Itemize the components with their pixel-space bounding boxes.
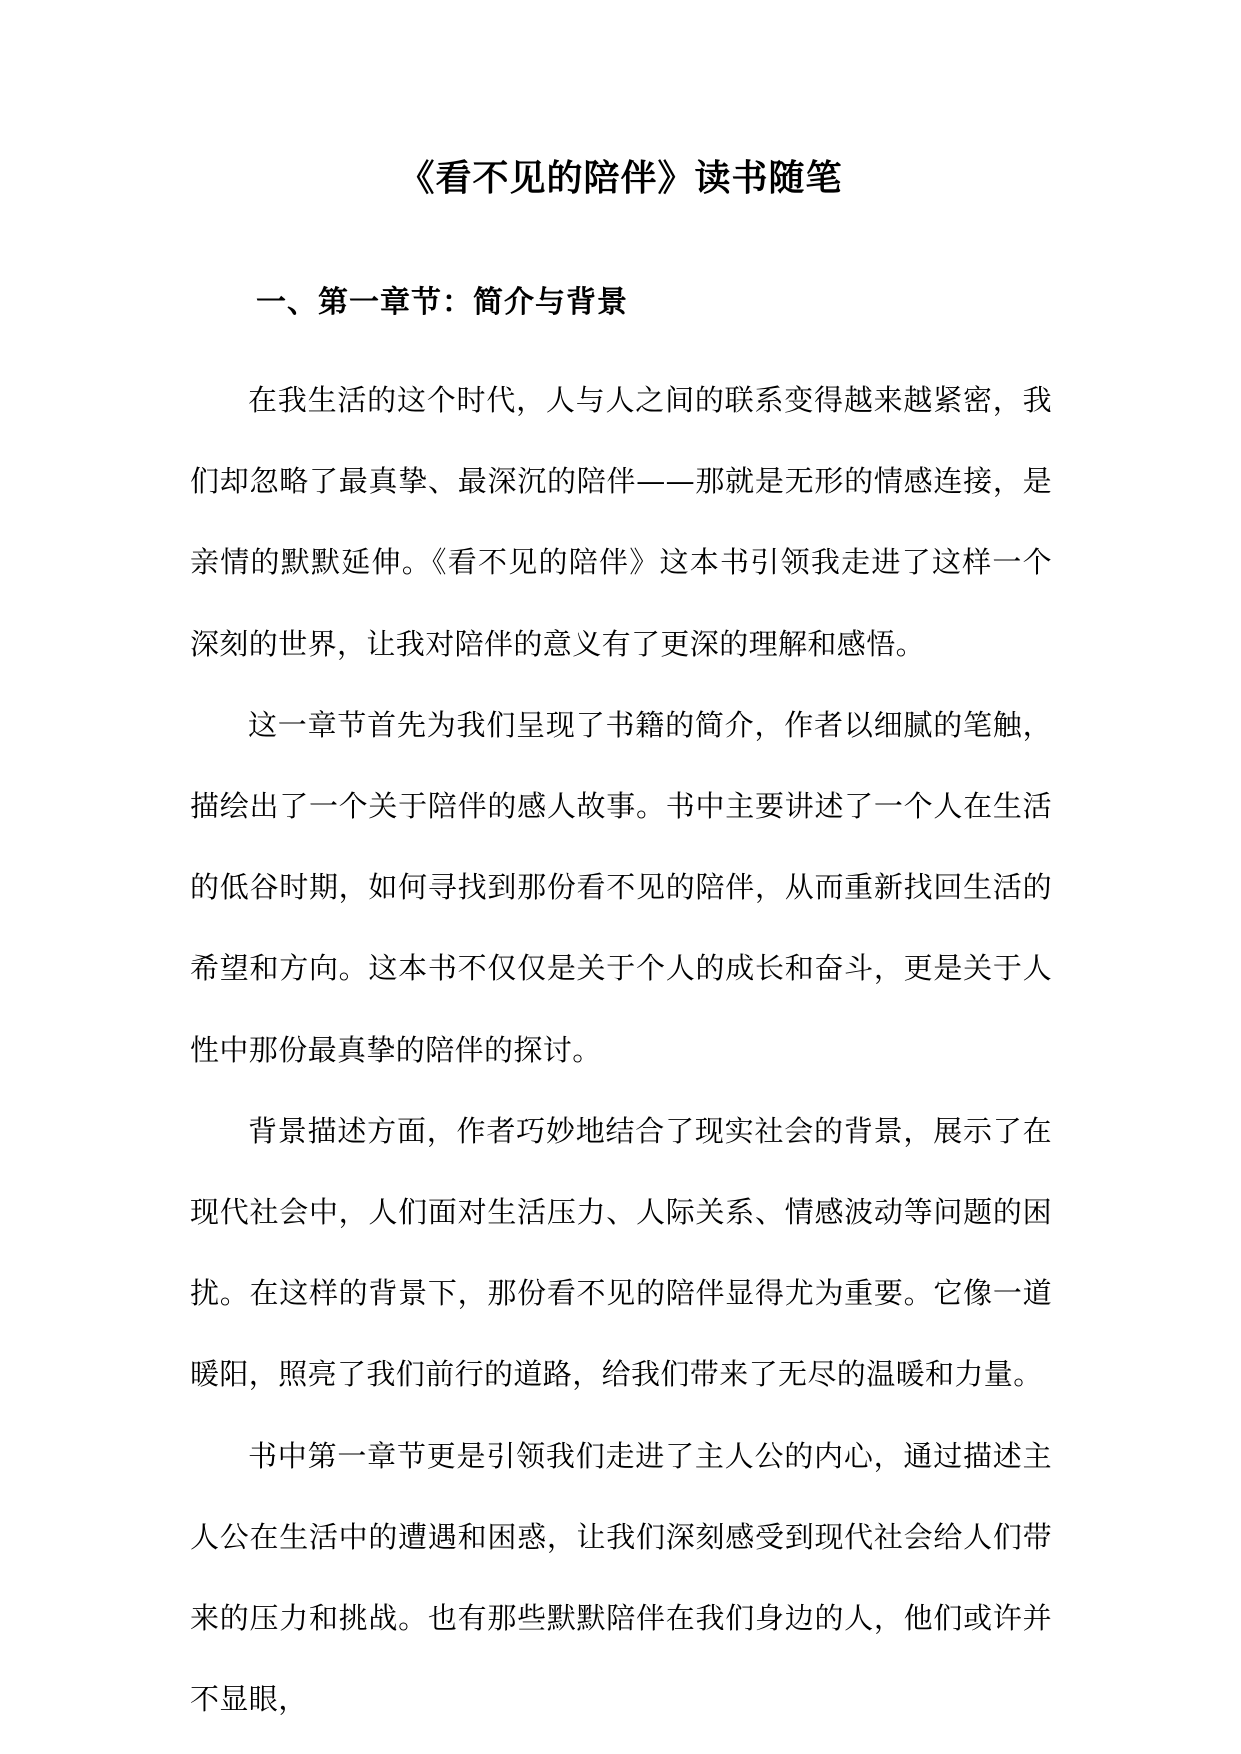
section-heading: 一、第一章节：简介与背景 bbox=[256, 285, 628, 320]
document-title: 《看不见的陪伴》读书随笔 bbox=[398, 157, 843, 199]
body-text bbox=[190, 360, 1052, 1740]
paragraph-4: 书中第一章节更是引领我们走进了主人公的内心，通过描述主人公在生活中的遭遇和困惑，让我们深刻感受到现代社会给人们带来的压力和挑战。也有那些默默陪伴在我们身边的人，他们或许并不显眼， bbox=[190, 1438, 1052, 1717]
paragraph-3: 背景描述方面，作者巧妙地结合了现实社会的背景，展示了在现代社会中，人们面对生活压力、人际关系、情感波动等问题的困扰。在这样的背景下，那份看不见的陪伴显得尤为重要。它像一道暖阳，照亮了我们前行的道路，给我们带来了无尽的温暖和力量。 bbox=[190, 1113, 1052, 1392]
paragraph-2: 这一章节首先为我们呈现了书籍的简介，作者以细腻的笔触，描绘出了一个关于陪伴的感人故事。书中主要讲述了一个人在生活的低谷时期，如何寻找到那份看不见的陪伴，从而重新找回生活的希望和方向。这本书不仅仅是关于个人的成长和奋斗，更是关于人性中那份最真挚的陪伴的探讨。 bbox=[190, 707, 1052, 1067]
paragraph-1: 在我生活的这个时代，人与人之间的联系变得越来越紧密，我们却忽略了最真挚、最深沉的陪伴——那就是无形的情感连接，是亲情的默默延伸。《看不见的陪伴》这本书引领我走进了这样一个深刻的世界，让我对陪伴的意义有了更深的理解和感悟。 bbox=[190, 383, 1052, 661]
